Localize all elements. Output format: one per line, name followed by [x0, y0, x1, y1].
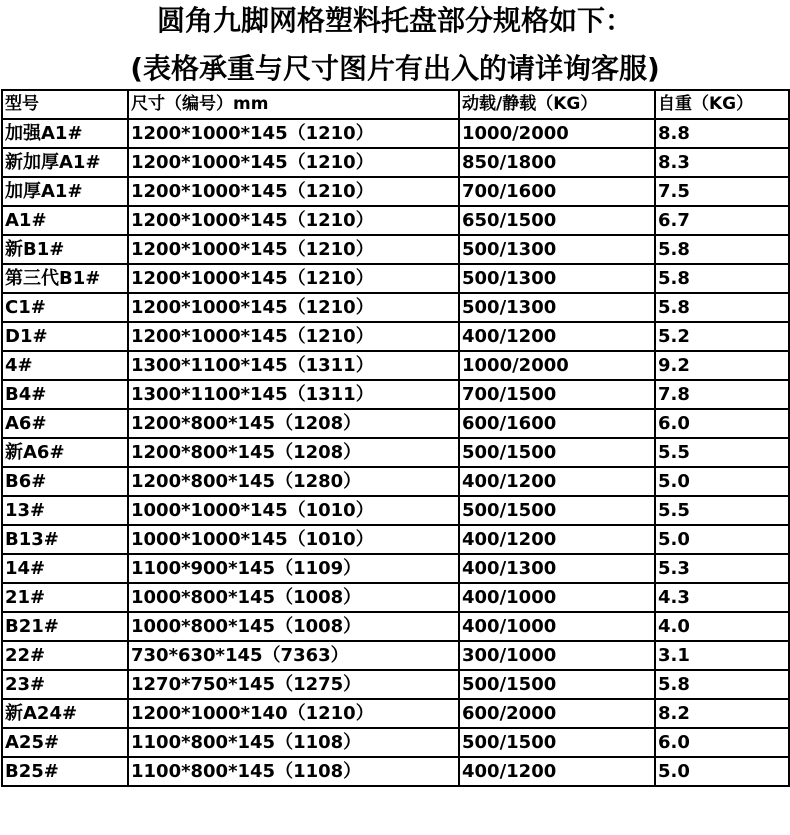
- cell-model: B21#: [2, 612, 128, 641]
- cell-load: 500/1500: [459, 496, 655, 525]
- cell-load: 1000/2000: [459, 119, 655, 148]
- cell-model: A25#: [2, 728, 128, 757]
- page-subtitle: (表格承重与尺寸图片有出入的请详询客服): [130, 52, 660, 85]
- cell-model: 22#: [2, 641, 128, 670]
- cell-model: 13#: [2, 496, 128, 525]
- cell-size: 1100*900*145（1109）: [128, 554, 459, 583]
- table-row: [2, 148, 789, 177]
- cell-load: 400/1200: [459, 757, 655, 786]
- cell-load: 700/1500: [459, 380, 655, 409]
- cell-weight: 8.3: [655, 148, 789, 177]
- cell-model: 第三代B1#: [2, 264, 128, 293]
- table-row: [2, 525, 789, 554]
- cell-weight: 3.1: [655, 641, 789, 670]
- cell-model: B4#: [2, 380, 128, 409]
- cell-load: 500/1300: [459, 235, 655, 264]
- table-row: [2, 583, 789, 612]
- table-row: [2, 757, 789, 786]
- cell-weight: 5.8: [655, 293, 789, 322]
- cell-model: 新A24#: [2, 699, 128, 728]
- cell-weight: 5.0: [655, 757, 789, 786]
- cell-load: 500/1500: [459, 438, 655, 467]
- cell-weight: 5.5: [655, 438, 789, 467]
- cell-model: D1#: [2, 322, 128, 351]
- cell-size: 1200*1000*145（1210）: [128, 148, 459, 177]
- cell-model: B13#: [2, 525, 128, 554]
- table-row: [2, 641, 789, 670]
- cell-load: 300/1000: [459, 641, 655, 670]
- cell-size: 1000*1000*145（1010）: [128, 525, 459, 554]
- cell-model: C1#: [2, 293, 128, 322]
- cell-weight: 4.3: [655, 583, 789, 612]
- cell-model: 新A6#: [2, 438, 128, 467]
- cell-model: 23#: [2, 670, 128, 699]
- cell-size: 1300*1100*145（1311）: [128, 380, 459, 409]
- cell-weight: 7.8: [655, 380, 789, 409]
- cell-size: 1000*800*145（1008）: [128, 612, 459, 641]
- cell-weight: 5.5: [655, 496, 789, 525]
- cell-model: 4#: [2, 351, 128, 380]
- cell-size: 1200*1000*145（1210）: [128, 322, 459, 351]
- cell-model: 新B1#: [2, 235, 128, 264]
- cell-weight: 5.8: [655, 264, 789, 293]
- cell-size: 1270*750*145（1275）: [128, 670, 459, 699]
- table-row: [2, 554, 789, 583]
- table-row: [2, 206, 789, 235]
- cell-size: 1200*1000*145（1210）: [128, 177, 459, 206]
- table-row: [2, 438, 789, 467]
- cell-size: 1100*800*145（1108）: [128, 728, 459, 757]
- cell-size: 1200*1000*140（1210）: [128, 699, 459, 728]
- header-size: 尺寸（编号）mm: [128, 90, 459, 119]
- table-body: [2, 119, 789, 786]
- cell-size: 1200*1000*145（1210）: [128, 264, 459, 293]
- header-weight: 自重（KG）: [655, 90, 789, 119]
- cell-size: 1200*1000*145（1210）: [128, 293, 459, 322]
- table-row: [2, 177, 789, 206]
- table-row: [2, 612, 789, 641]
- spec-table-container: [0, 89, 790, 787]
- table-row: [2, 467, 789, 496]
- cell-load: 1000/2000: [459, 351, 655, 380]
- header-load: 动载/静载（KG）: [459, 90, 655, 119]
- table-row: [2, 264, 789, 293]
- cell-weight: 5.8: [655, 235, 789, 264]
- cell-model: A6#: [2, 409, 128, 438]
- cell-weight: 4.0: [655, 612, 789, 641]
- table-row: [2, 699, 789, 728]
- cell-model: B25#: [2, 757, 128, 786]
- spec-table: [1, 89, 790, 787]
- cell-load: 500/1500: [459, 670, 655, 699]
- cell-size: 1100*800*145（1108）: [128, 757, 459, 786]
- cell-weight: 9.2: [655, 351, 789, 380]
- cell-load: 400/1000: [459, 612, 655, 641]
- cell-size: 1200*800*145（1208）: [128, 409, 459, 438]
- cell-weight: 5.8: [655, 670, 789, 699]
- cell-model: A1#: [2, 206, 128, 235]
- cell-size: 1300*1100*145（1311）: [128, 351, 459, 380]
- cell-load: 600/1600: [459, 409, 655, 438]
- cell-weight: 6.0: [655, 409, 789, 438]
- cell-size: 730*630*145（7363）: [128, 641, 459, 670]
- cell-load: 700/1600: [459, 177, 655, 206]
- table-row: [2, 351, 789, 380]
- cell-weight: 7.5: [655, 177, 789, 206]
- cell-model: 加强A1#: [2, 119, 128, 148]
- table-row: [2, 728, 789, 757]
- cell-load: 600/2000: [459, 699, 655, 728]
- table-row: [2, 380, 789, 409]
- cell-load: 400/1200: [459, 467, 655, 496]
- table-row: [2, 496, 789, 525]
- cell-load: 850/1800: [459, 148, 655, 177]
- cell-model: 14#: [2, 554, 128, 583]
- cell-model: 21#: [2, 583, 128, 612]
- cell-model: B6#: [2, 467, 128, 496]
- cell-load: 650/1500: [459, 206, 655, 235]
- cell-load: 400/1200: [459, 322, 655, 351]
- cell-load: 400/1300: [459, 554, 655, 583]
- table-row: [2, 235, 789, 264]
- cell-weight: 8.2: [655, 699, 789, 728]
- cell-size: 1200*800*145（1280）: [128, 467, 459, 496]
- header-model: 型号: [2, 90, 128, 119]
- cell-weight: 5.0: [655, 525, 789, 554]
- cell-model: 加厚A1#: [2, 177, 128, 206]
- cell-size: 1000*800*145（1008）: [128, 583, 459, 612]
- cell-load: 500/1300: [459, 264, 655, 293]
- cell-size: 1200*800*145（1208）: [128, 438, 459, 467]
- cell-load: 400/1000: [459, 583, 655, 612]
- cell-load: 500/1500: [459, 728, 655, 757]
- cell-load: 400/1200: [459, 525, 655, 554]
- cell-weight: 5.0: [655, 467, 789, 496]
- cell-size: 1200*1000*145（1210）: [128, 235, 459, 264]
- cell-load: 500/1300: [459, 293, 655, 322]
- cell-model: 新加厚A1#: [2, 148, 128, 177]
- cell-weight: 5.3: [655, 554, 789, 583]
- table-row: [2, 119, 789, 148]
- cell-weight: 6.0: [655, 728, 789, 757]
- cell-weight: 6.7: [655, 206, 789, 235]
- cell-size: 1200*1000*145（1210）: [128, 206, 459, 235]
- table-row: [2, 409, 789, 438]
- cell-size: 1200*1000*145（1210）: [128, 119, 459, 148]
- table-row: [2, 670, 789, 699]
- cell-weight: 5.2: [655, 322, 789, 351]
- cell-size: 1000*1000*145（1010）: [128, 496, 459, 525]
- table-row: [2, 322, 789, 351]
- cell-weight: 8.8: [655, 119, 789, 148]
- page-title: 圆角九脚网格塑料托盘部分规格如下：: [156, 4, 633, 37]
- table-row: [2, 293, 789, 322]
- table-header-row: [2, 90, 789, 119]
